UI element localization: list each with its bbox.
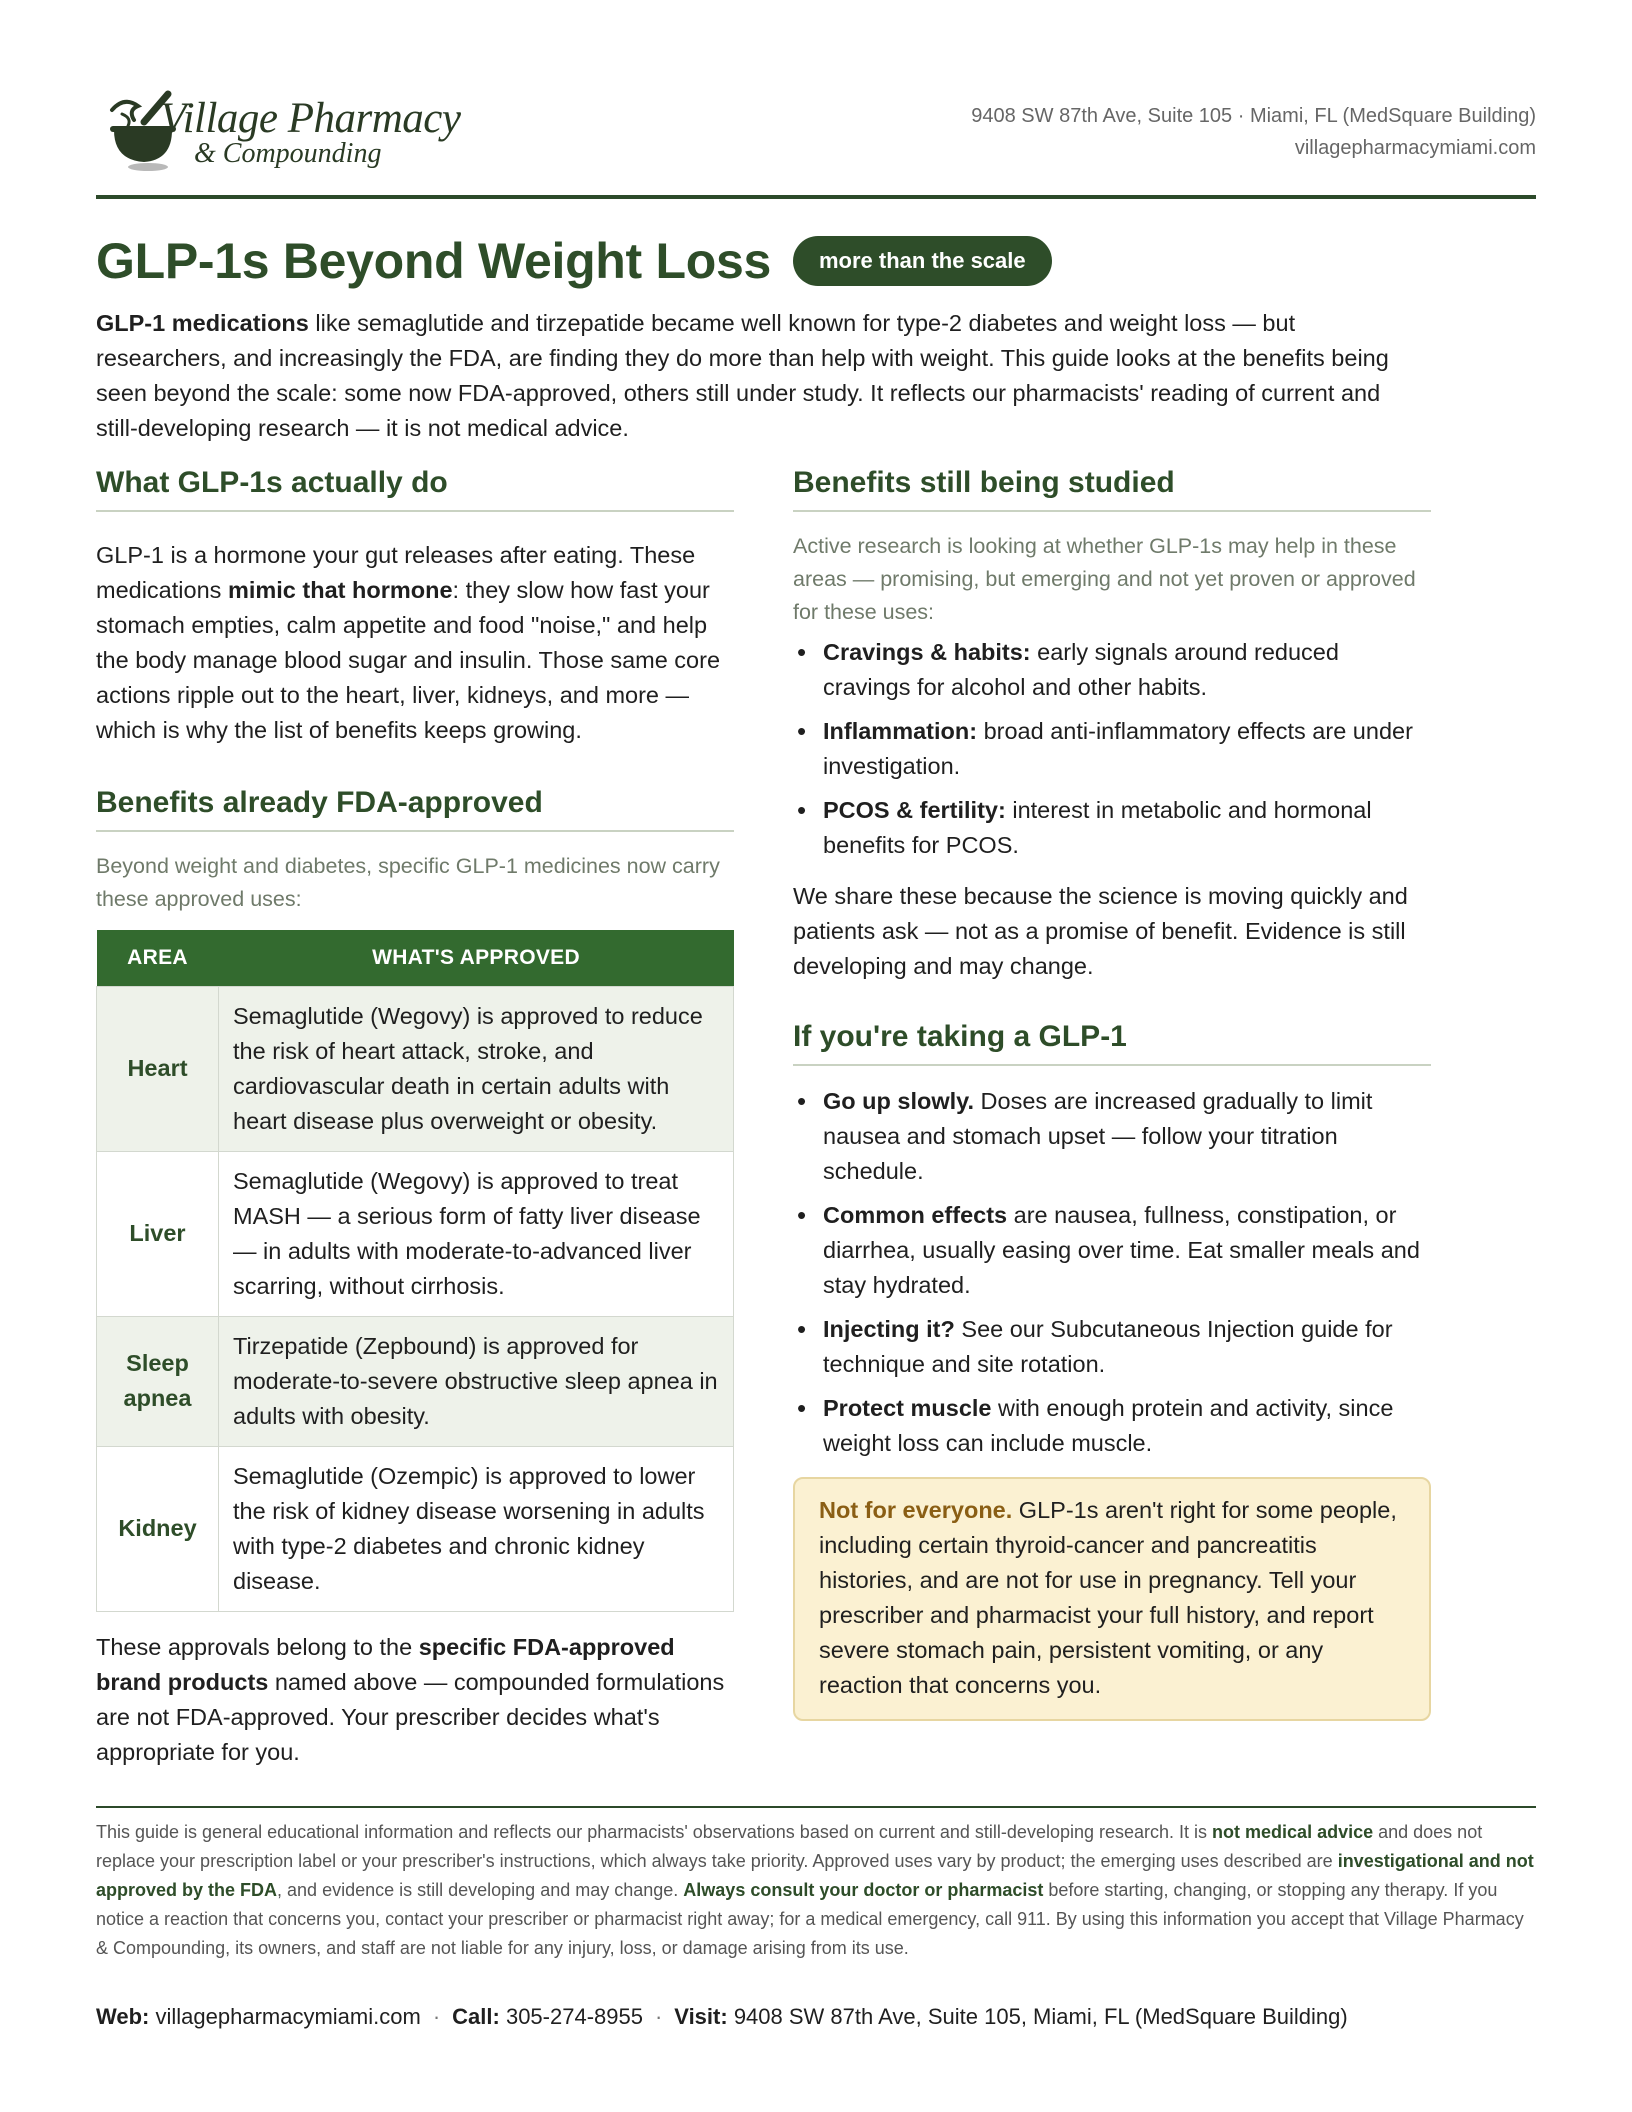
row-description: Semaglutide (Wegovy) is approved to reduce the risk of heart attack, stroke, and cardiovascular death in certain adults with heart disease plus overweight or obesity. [219, 986, 734, 1151]
page-header [96, 80, 1536, 188]
table-row [97, 1446, 734, 1611]
approved-subtitle: Beyond weight and diabetes, specific GLP-1 medicines now carry these approved uses: [96, 854, 720, 911]
list-item-bold: Injecting it? [823, 1316, 955, 1342]
approved-note-text-1: These approvals belong to the [96, 1633, 419, 1660]
studied-subtitle: Active research is looking at whether GLP-1s may help in these areas — promising, but emerging and not yet proven or approved for these uses: [793, 534, 1416, 624]
section-heading-studied: Benefits still being studied [793, 466, 1431, 512]
left-column [96, 466, 734, 1770]
caution-lead: Not for everyone. [819, 1497, 1013, 1523]
list-item-text: interest in metabolic and hormonal benefits for PCOS. [823, 797, 1372, 858]
list-item-bold: Common effects [823, 1202, 1008, 1228]
list-item-text: with enough protein and activity, since weight loss can include muscle. [823, 1395, 1394, 1456]
list-item [793, 1391, 1431, 1461]
table-header-row [97, 930, 734, 986]
header-website-link[interactable]: villagepharmacymiami.com [1294, 137, 1536, 159]
row-area: Kidney [97, 1446, 219, 1611]
call-label: Call: [452, 2004, 500, 2029]
separator: · [654, 2004, 663, 2029]
list-item-text: are nausea, fullness, constipation, or diarrhea, usually easing over time. Eat smaller meals and stay hydrated. [823, 1202, 1420, 1298]
disclaimer-text: This guide is general educational information and reflects our pharmacists' observations based on current and still-developing research. It is [96, 1822, 1213, 1842]
section-heading-taking: If you're taking a GLP-1 [793, 1020, 1431, 1066]
list-item [793, 635, 1431, 705]
what-they-do-paragraph [96, 538, 734, 748]
phone-link[interactable]: 305-274-8955 [505, 2004, 643, 2029]
taking-list [793, 1084, 1431, 1461]
list-item-text: early signals around reduced cravings for alcohol and other habits. [823, 639, 1339, 700]
approved-note-bold: specific FDA-approved brand products [96, 1633, 675, 1695]
separator: · [432, 2004, 441, 2029]
title-badge: more than the scale [793, 236, 1052, 286]
disclaimer-bold: Always consult your doctor or pharmacist [683, 1880, 1044, 1900]
list-item-bold: Protect muscle [823, 1395, 992, 1421]
row-description: Semaglutide (Ozempic) is approved to lower the risk of kidney disease worsening in adults with type-2 diabetes and chronic kidney disease. [219, 1446, 734, 1611]
brand-name: Village Pharmacy [160, 95, 461, 142]
header-address-line: 9408 SW 87th Ave, Suite 105 · Miami, FL (MedSquare Building) [971, 105, 1536, 127]
list-item [793, 1198, 1431, 1303]
contact-line [96, 2004, 1348, 2030]
footer-divider [96, 1806, 1536, 1808]
list-item-bold: Cravings & habits: [823, 639, 1031, 665]
list-item-text: Doses are increased gradually to limit nausea and stomach upset — follow your titration schedule. [823, 1088, 1373, 1184]
what-they-do-text-2: : they slow how fast your stomach empties, calm appetite and food "noise," and help the body manage blood sugar and insulin. Those same core actions ripple out to the heart, liver, kidneys, and more — which is why the list of benefits keeps growing. [96, 577, 721, 743]
studied-note: We share these because the science is moving quickly and patients ask — not as a promise of benefit. Evidence is still developing and may change. [793, 883, 1408, 979]
disclaimer-text: and does not replace your prescription label or your prescriber's instructions, which always take priority. Approved uses vary by product; the emerging uses described are [96, 1822, 1483, 1871]
studied-list [793, 635, 1431, 863]
website-link[interactable]: villagepharmacymiami.com [155, 2004, 421, 2029]
approved-uses-table [96, 930, 734, 1612]
list-item-bold: PCOS & fertility: [823, 797, 1006, 823]
list-item-bold: Go up slowly. [823, 1088, 975, 1114]
row-description: Semaglutide (Wegovy) is approved to treat MASH — a serious form of fatty liver disease — in adults with moderate-to-advanced liver scarring, without cirrhosis. [219, 1151, 734, 1316]
table-row [97, 986, 734, 1151]
visit-label: Visit: [674, 2004, 728, 2029]
list-item [793, 1084, 1431, 1189]
table-row [97, 1151, 734, 1316]
list-item [793, 793, 1431, 863]
row-area: Liver [97, 1151, 219, 1316]
right-column [793, 466, 1431, 1721]
column-header-area: AREA [97, 930, 219, 986]
disclaimer-bold: investigational and not approved by the FDA [96, 1851, 1534, 1900]
row-area: Sleep apnea [97, 1316, 219, 1446]
title-row [96, 226, 1052, 296]
list-item-text: broad anti-inflammatory effects are under investigation. [823, 718, 1413, 779]
header-divider [96, 195, 1536, 199]
list-item [793, 714, 1431, 784]
list-item-bold: Inflammation: [823, 718, 978, 744]
list-item-text: See our Subcutaneous Injection guide for technique and site rotation. [823, 1316, 1393, 1377]
what-they-do-bold: mimic that hormone [227, 577, 453, 603]
intro-paragraph [96, 306, 1416, 446]
list-item [793, 1312, 1431, 1382]
approved-note [96, 1630, 734, 1770]
pharmacy-logo[interactable] [104, 88, 484, 172]
intro-text: like semaglutide and tirzepatide became well known for type-2 diabetes and weight loss — but researchers, and increasingly the FDA, are finding they do more than help with weight. This guide looks at the benefits being seen beyond the scale: some now FDA-approved, others still under study. It reflects our pharmacists' reading of current and still-developing research — it is not medical advice. [96, 310, 1389, 441]
approved-note-text-2: named above — compounded formulations are not FDA-approved. Your prescriber decides what's appropriate for you. [96, 1668, 725, 1765]
caution-box [793, 1477, 1431, 1721]
caution-text: GLP-1s aren't right for some people, including certain thyroid-cancer and pancreatitis histories, and are not for use in pregnancy. Tell your prescriber and pharmacist your full history, and report severe stomach pain, persistent vomiting, or any reaction that concerns you. [819, 1497, 1397, 1698]
section-heading-approved: Benefits already FDA-approved [96, 786, 734, 832]
disclaimer [96, 1818, 1536, 1963]
header-contact [971, 100, 1536, 164]
what-they-do-text-1: GLP-1 is a hormone your gut releases after eating. These medications [96, 542, 696, 603]
row-area: Heart [97, 986, 219, 1151]
disclaimer-bold: not medical advice [1212, 1822, 1374, 1842]
brand-subname: & Compounding [194, 138, 382, 169]
table-row [97, 1316, 734, 1446]
column-header-approved: WHAT'S APPROVED [219, 930, 734, 986]
page-title: GLP-1s Beyond Weight Loss [96, 233, 771, 289]
disclaimer-text: , and evidence is still developing and may change. [277, 1880, 684, 1900]
visit-address: 9408 SW 87th Ave, Suite 105, Miami, FL (MedSquare Building) [733, 2004, 1348, 2029]
disclaimer-text: before starting, changing, or stopping any therapy. If you notice a reaction that concerns you, contact your prescriber or pharmacist right away; for a medical emergency, call 911. By using this information you accept that Village Pharmacy & Compounding, its owners, and staff are not liable for any injury, loss, or damage arising from its use. [96, 1880, 1524, 1958]
web-label: Web: [96, 2004, 150, 2029]
section-heading-what-they-do: What GLP-1s actually do [96, 466, 734, 512]
intro-lead: GLP-1 medications [96, 310, 309, 336]
row-description: Tirzepatide (Zepbound) is approved for moderate-to-severe obstructive sleep apnea in adults with obesity. [219, 1316, 734, 1446]
